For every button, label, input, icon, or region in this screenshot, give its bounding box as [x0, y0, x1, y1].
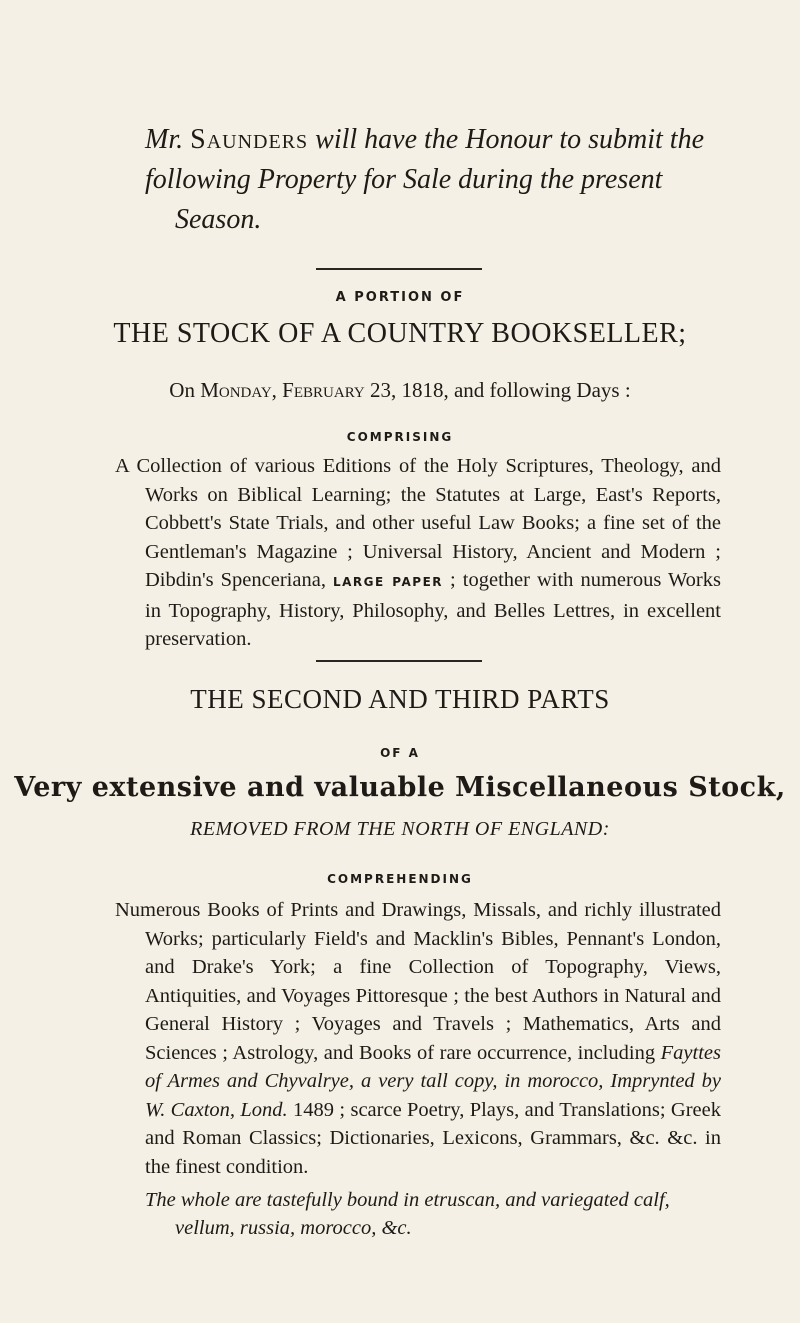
second-lot-text-a: Numerous Books of Prints and Drawings, Missals, and richly illustrated Works; particularly Field's and Macklin's Bibles, Pennant's London, and Drake's York; a fine Collection of Topography, Views, Antiquities, and Voyages Pittoresque ; the best Authors in Natural and General History ; Voyages and Travels ; Mathematics, Arts and Sciences ; Astrology, and Books of rare occurrence, including [115, 899, 721, 1064]
intro-mr: Mr. [145, 124, 184, 155]
sale-date [0, 378, 800, 403]
divider-top [316, 268, 482, 270]
binding-note-line2: vellum, russia, morocco, &c. [175, 1217, 412, 1239]
comprising-label: COMPRISING [346, 430, 454, 444]
large-paper-label: LARGE PAPER [332, 575, 444, 589]
second-lot-description [115, 896, 721, 1181]
second-lot-text-b: 1489 ; scarce Poetry, Plays, and Translations; Greek and Roman Classics; Dictionaries, Lexicons, Grammars, &c. &c. in the finest condition. [145, 1098, 721, 1178]
of-a-label: OF A [380, 746, 420, 760]
intro-name: Saunders [190, 124, 309, 155]
binding-note [145, 1186, 745, 1242]
comprehending-label: COMPREHENDING [327, 872, 473, 886]
intro-line2: following Property for Sale during the present [145, 164, 663, 195]
stock-title: THE STOCK OF A COUNTRY BOOKSELLER; [113, 318, 687, 349]
first-lot-text-a: A Collection of various Editions of the Holy Scriptures, Theology, and Works on Biblical Learning; the Statutes at Large, East's Reports, Cobbett's State Trials, and other useful Law Books; a fine set of the Gentleman's Magazine ; Universal History, Ancient and Modern ; Dibdin's Spenceriana, [115, 455, 721, 591]
sale-date-day: Monday, February [200, 378, 365, 402]
first-lot-description [115, 452, 721, 654]
intro-line3: Season. [175, 204, 262, 235]
intro-paragraph [145, 120, 715, 240]
divider-middle [316, 660, 482, 662]
sale-date-prefix: On [169, 378, 201, 402]
second-title: THE SECOND AND THIRD PARTS [190, 684, 610, 714]
caxton-title: Fayttes of Armes and Chyvalrye, a very tall copy, in morocco, Imprynted by W. Caxton, Lond. [145, 1041, 721, 1121]
removed-line: REMOVED FROM THE NORTH OF ENGLAND: [190, 818, 610, 840]
miscellaneous-stock-heading: Very extensive and valuable Miscellaneous Stock, [14, 772, 786, 803]
sale-date-rest: 23, 1818, and following Days : [364, 378, 631, 402]
binding-note-line1: The whole are tastefully bound in etruscan, and variegated calf, [145, 1189, 670, 1211]
first-lot-text-b: ; together with numerous Works in Topography, History, Philosophy, and Belles Lettres, in excellent preservation. [145, 569, 721, 650]
portion-label: A PORTION OF [335, 290, 465, 305]
intro-line1: will have the Honour to submit the [308, 124, 705, 155]
